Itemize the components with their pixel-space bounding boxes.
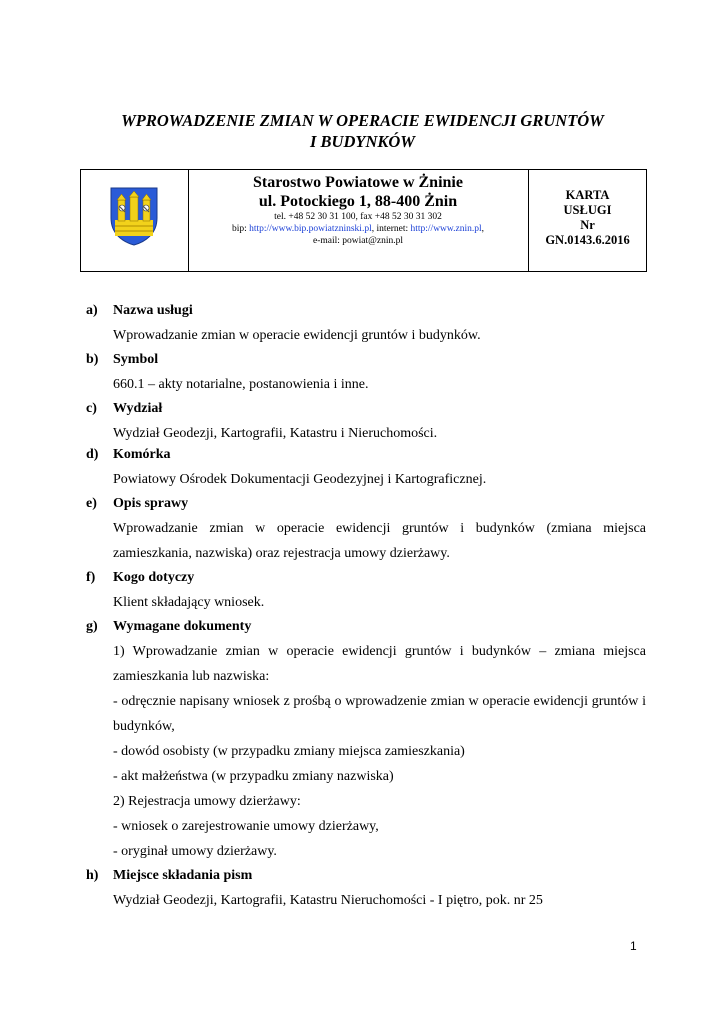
header-table — [80, 169, 647, 272]
office-phone: tel. +48 52 30 31 100, fax +48 52 30 31 302 — [274, 212, 442, 222]
document-item: - akt małżeństwa (w przypadku zmiany nazwiska) — [113, 769, 394, 784]
section-h — [86, 867, 646, 913]
sections — [86, 302, 646, 913]
internet-suffix: , — [481, 224, 485, 234]
document-item: 2) Rejestracja umowy dzierżawy: — [113, 794, 301, 809]
office-email: e-mail: powiat@znin.pl — [312, 236, 403, 246]
card-number: GN.0143.6.2016 — [545, 233, 630, 247]
section-body: Wprowadzanie zmian w operacie ewidencji gruntów i budynków. — [113, 328, 481, 343]
section-f — [86, 569, 646, 615]
card-line-3: Nr — [580, 218, 595, 232]
section-letter: g) — [86, 619, 98, 634]
office-name: Starostwo Powiatowe w Żninie — [253, 174, 463, 191]
section-b — [86, 351, 646, 397]
section-letter: d) — [86, 447, 99, 462]
logo-cell — [81, 170, 189, 271]
section-body — [86, 639, 646, 864]
section-letter: a) — [86, 303, 98, 318]
document-item: 1) Wprowadzanie zmian w operacie ewidencji gruntów i budynków – zmiana miejsca zamieszkania lub nazwiska: — [113, 644, 646, 684]
section-letter: c) — [86, 401, 97, 416]
section-heading: Komórka — [113, 447, 171, 462]
section-heading: Kogo dotyczy — [113, 570, 195, 585]
section-e — [86, 495, 646, 566]
section-g — [86, 618, 646, 864]
office-info-cell — [188, 170, 529, 271]
section-heading: Opis sprawy — [113, 496, 189, 511]
card-line-1: KARTA — [565, 188, 610, 202]
section-heading: Nazwa usługi — [113, 303, 193, 318]
section-a — [86, 302, 646, 348]
card-line-2: USŁUGI — [563, 203, 612, 217]
bip-label: bip: — [231, 224, 250, 234]
service-card-cell — [529, 170, 646, 271]
document-item: - odręcznie napisany wniosek z prośbą o wprowadzenie zmian w operacie ewidencji gruntów i budynków, — [113, 694, 646, 734]
section-body: Wprowadzanie zmian w operacie ewidencji gruntów i budynków (zmiana miejsca zamieszkania, nazwiska) oraz rejestracja umowy dzierżawy. — [113, 521, 646, 561]
title-line-1: WPROWADZENIE ZMIAN W OPERACIE EWIDENCJI GRUNTÓW — [121, 111, 604, 130]
internet-label: , internet: — [371, 224, 411, 234]
section-body: 660.1 – akty notarialne, postanowienia i inne. — [113, 377, 369, 392]
document-title — [80, 110, 645, 152]
page-number: 1 — [630, 939, 637, 953]
section-body: Klient składający wniosek. — [113, 595, 265, 610]
document-item: - dowód osobisty (w przypadku zmiany miejsca zamieszkania) — [113, 744, 465, 759]
document-item: - oryginał umowy dzierżawy. — [113, 844, 277, 859]
section-heading: Miejsce składania pism — [113, 868, 253, 883]
title-line-2: I BUDYNKÓW — [310, 132, 415, 151]
section-body: Wydział Geodezji, Kartografii, Katastru i Nieruchomości. — [113, 426, 438, 441]
section-heading: Wymagane dokumenty — [113, 619, 252, 634]
service-card-label — [529, 188, 646, 248]
bip-link[interactable]: http://www.bip.powiatzninski.pl — [249, 224, 372, 234]
section-letter: e) — [86, 496, 97, 511]
coat-of-arms-icon — [109, 186, 159, 246]
section-heading: Wydział — [113, 401, 163, 416]
section-d — [86, 446, 646, 492]
section-c — [86, 400, 646, 446]
section-letter: h) — [86, 868, 99, 883]
section-letter: f) — [86, 570, 96, 585]
section-body: Powiatowy Ośrodek Dokumentacji Geodezyjnej i Kartograficznej. — [113, 472, 487, 487]
document-item: - wniosek o zarejestrowanie umowy dzierżawy, — [113, 819, 379, 834]
office-address: ul. Potockiego 1, 88-400 Żnin — [258, 193, 458, 210]
section-letter: b) — [86, 352, 99, 367]
internet-link[interactable]: http://www.znin.pl — [410, 224, 482, 234]
office-web — [188, 223, 528, 235]
section-body: Wydział Geodezji, Kartografii, Katastru Nieruchomości - I piętro, pok. nr 25 — [113, 893, 543, 908]
section-heading: Symbol — [113, 352, 159, 367]
